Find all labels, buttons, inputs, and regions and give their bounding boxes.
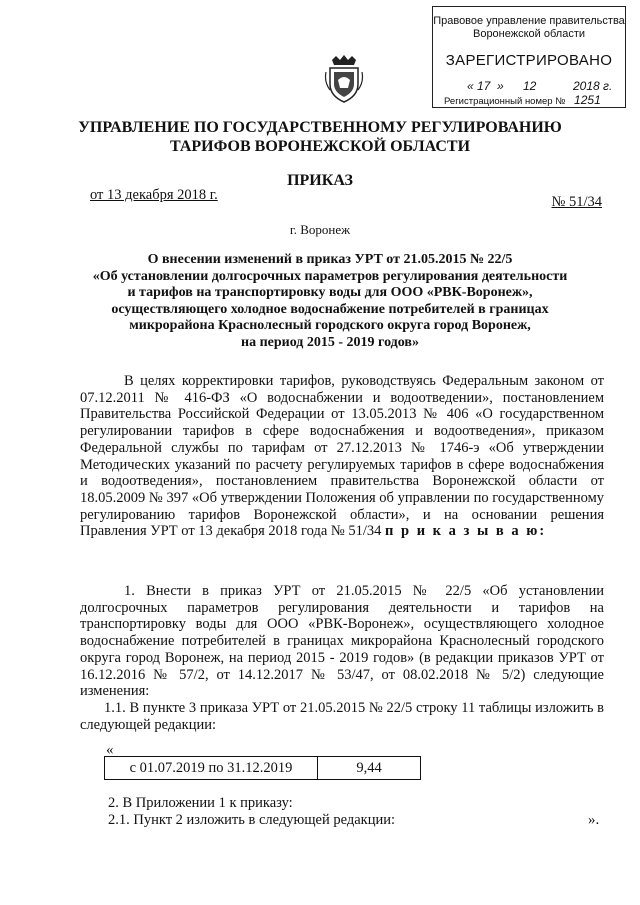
stamp-reg-label: Регистрационный номер № [444, 96, 566, 107]
title-line: О внесении изменений в приказ УРТ от 21.05.2015 № 22/5 [147, 252, 513, 267]
table-cell-period: с 01.07.2019 по 31.12.2019 [105, 757, 318, 780]
title-line: и тарифов на транспортировку воды для ООО «РВК-Воронеж», [127, 285, 533, 300]
stamp-quote-close: » [497, 79, 504, 93]
stamp-line2: Воронежской области [472, 28, 585, 40]
document-type: ПРИКАЗ [287, 172, 353, 189]
title-line: на период 2015 - 2019 годов» [241, 334, 419, 350]
stamp-reg-row [444, 93, 607, 107]
table-cell-value: 9,44 [318, 757, 421, 780]
document-date [90, 187, 218, 204]
document-title [70, 252, 590, 351]
stamp-reg-number: 1251 [568, 93, 607, 108]
title-line: «Об установлении долгосрочных параметров регулирования деятельности [92, 268, 568, 284]
item1-block [80, 583, 604, 733]
coat-of-arms-icon [324, 54, 364, 104]
org-name-line1: УПРАВЛЕНИЕ ПО ГОСУДАРСТВЕННОМУ РЕГУЛИРОВАНИЮ [78, 119, 562, 136]
stamp-registered: ЗАРЕГИСТРИРОВАНО [445, 52, 613, 69]
stamp-year: 2018 г. [573, 79, 613, 93]
quote-close: ». [588, 812, 600, 828]
document-number [552, 194, 603, 211]
stamp-quote-open: « [467, 79, 474, 93]
preamble-block [80, 373, 604, 540]
item1-paragraph: 1. Внести в приказ УРТ от 21.05.2015 № 22/5 «Об установлении долгосрочных параметров регулирования деятельности и тарифов на транспортировку воды для ООО «РВК-Воронеж», осуществляющего холодное водоснабжение потребителей в границах микрорайона Краснолесный городского округа город Воронеж, на период 2015 - 2019 годов» (в редакции приказов УРТ от 16.12.2016 № 57/2, от 14.12.2017 № 53/47, от 08.02.2018 № 5/2) следующие изменения: [80, 583, 604, 700]
preamble-paragraph [80, 373, 604, 540]
item11-paragraph: 1.1. В пункте 3 приказа УРТ от 21.05.2015 № 22/5 строку 11 таблицы изложить в следующей редакции: [80, 699, 604, 733]
document-city: г. Воронеж [289, 222, 351, 237]
document-number-text: № 51/34 [551, 194, 602, 210]
orders-word: п р и к а з ы в а ю: [385, 523, 547, 540]
item21-paragraph: 2.1. Пункт 2 изложить в следующей редакции: [108, 812, 396, 828]
stamp-line1: Правовое управление правительства [433, 15, 625, 27]
document-date-text: от 13 декабря 2018 г. [90, 187, 218, 203]
table-row [105, 757, 421, 780]
quote-open: « [106, 742, 114, 758]
tariff-table [104, 756, 421, 780]
title-line: микрорайона Краснолесный городского округа город Воронеж, [129, 318, 531, 333]
item2-paragraph: 2. В Приложении 1 к приказу: [108, 795, 293, 811]
preamble-text: В целях корректировки тарифов, руководствуясь Федеральным законом от 07.12.2011 № 416-ФЗ «О водоснабжении и водоотведении», постановлением Правительства Российской Федерации от 13.05.2013 № 406 «О государственном регулировании тарифов в сфере водоснабжения и водоотведения», приказом Федеральной службы по тарифам от 27.12.2013 № 1746-э «Об утверждении Методических указаний по расчету регулируемых тарифов в сфере водоснабжения и водоотведения», постановлением правительства Воронежской области от 18.05.2009 № 397 «Об утверждении Положения об управлении по государственному регулированию тарифов Воронежской области», и на основании решения Правления УРТ от 13 декабря 2018 года № 51/34 [80, 373, 604, 540]
stamp-day: 17 [477, 79, 491, 93]
org-name-line2: ТАРИФОВ ВОРОНЕЖСКОЙ ОБЛАСТИ [169, 138, 471, 155]
stamp-month: 12 [523, 79, 537, 93]
title-line: осуществляющего холодное водоснабжение потребителей в границах [111, 301, 549, 317]
